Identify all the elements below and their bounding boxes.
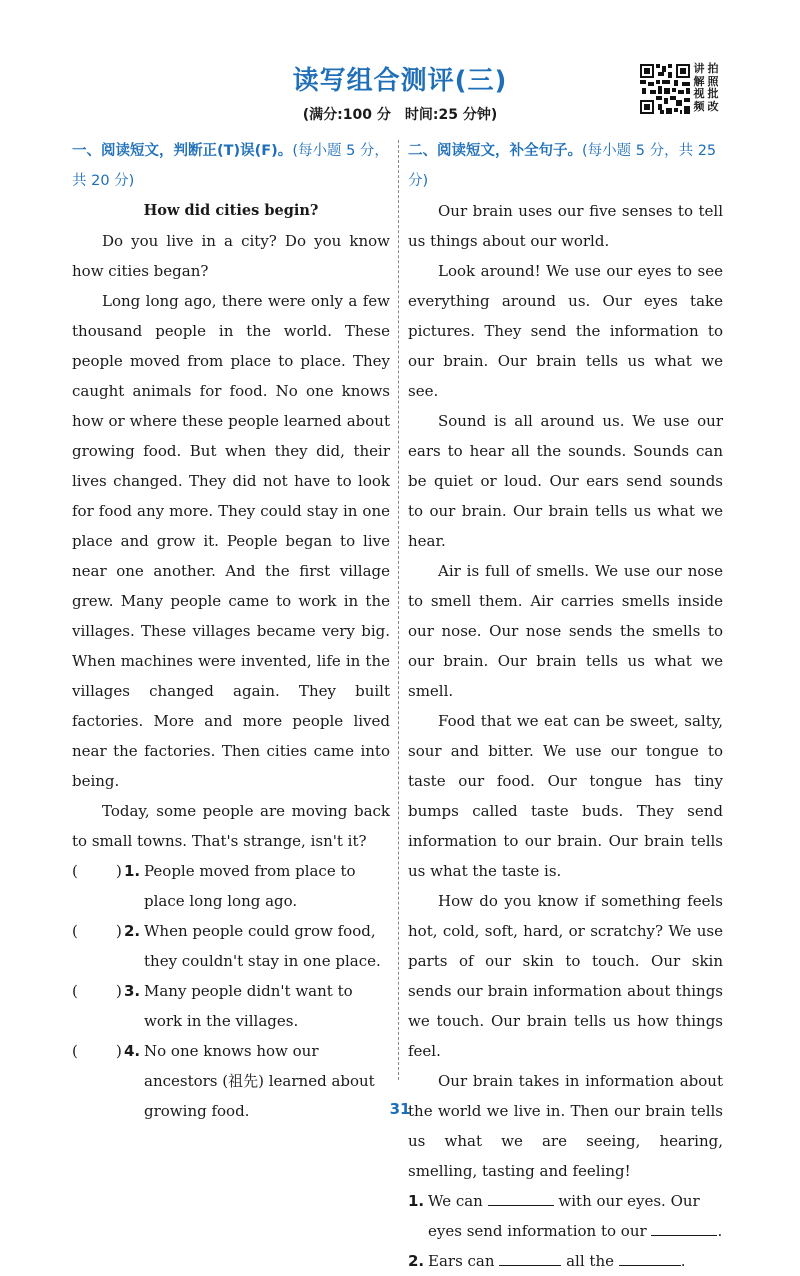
answer-blank[interactable] [499,1248,561,1266]
fill-question: 1. We can with our eyes. Our eyes send information to our . [408,1186,723,1246]
page-number: 31 [389,1100,411,1118]
question-text: When people could grow food, they couldn't stay in one place. [144,922,381,970]
paragraph: Do you live in a city? Do you know how cities began? [72,232,390,280]
paragraph: How do you know if something feels hot, cold, soft, hard, or scratchy? We use parts of our skin to touch. Our skin sends our brain information about things we touch. Our brain tells us how things feel. [408,892,723,1060]
score-time-info: (满分:100 分 时间:25 分钟) [302,107,498,123]
answer-blank[interactable]: ( ) [72,862,122,880]
tf-question[interactable] [72,856,390,916]
paragraph: Look around! We use our eyes to see everything around us. Our eyes take pictures. They send the information to our brain. Our brain tells us what we see. [408,262,723,400]
answer-blank[interactable] [651,1218,717,1236]
page-title: 读写组合测评(三) [292,66,508,96]
qr-labels: 讲 拍 解 照 视 批 频 改 [693,62,719,113]
section-two-heading: 二、阅读短文，补全句子。(每小题 5 分，共 25 分) [408,143,717,189]
question-text: People moved from place to place long long ago. [144,862,356,910]
question-text: No one knows how our ancestors (祖先) learned about growing food. [144,1042,375,1120]
answer-blank[interactable]: ( ) [72,1042,122,1060]
question-number: 1. [408,1192,425,1210]
question-number: 1. [124,862,141,880]
paragraph: Our brain uses our five senses to tell us things about our world. [408,202,723,250]
passage-title: How did cities begin? [143,202,319,219]
paragraph: Long long ago, there were only a few thousand people in the world. These people moved from place to place. They caught animals for food. No one knows how or where these people learned about growing food. But when they did, their lives changed. They did not have to look for food any more. They could stay in one place and grow it. People began to live near one another. And the first village grew. Many people came to work in the villages. These villages became very big. When machines were invented, life in the villages changed again. They built factories. More and more people lived near the factories. Then cities came into being. [72,292,390,790]
section-one [72,136,390,1126]
tf-question[interactable] [72,976,390,1036]
section-one-heading: 一、阅读短文，判断正(T)误(F)。(每小题 5 分，共 20 分) [72,143,389,189]
paragraph: Food that we eat can be sweet, salty, sour and bitter. We use our tongue to taste our food. Our tongue has tiny bumps called taste buds. They send information to our brain. Our brain tells us what the taste is. [408,712,723,880]
question-text: Many people didn't want to work in the villages. [144,982,353,1030]
paragraph: Today, some people are moving back to small towns. That's strange, isn't it? [72,802,390,850]
paragraph: Our brain takes in information about the world we live in. Then our brain tells us what we are seeing, hearing, smelling, tasting and feeling! [408,1072,723,1180]
paragraph: Sound is all around us. We use our ears to hear all the sounds. Sounds can be quiet or loud. Our ears send sounds to our brain. Our brain tells us what we hear. [408,412,723,550]
qr-code-icon[interactable] [640,64,690,114]
paragraph: Air is full of smells. We use our nose to smell them. Air carries smells inside our nose. Our nose sends the smells to our brain. Our brain tells us what we smell. [408,562,723,700]
answer-blank[interactable] [488,1188,554,1206]
tf-question[interactable] [72,916,390,976]
column-divider [398,140,399,1080]
answer-blank[interactable] [619,1248,681,1266]
question-number: 3. [124,982,141,1000]
answer-blank[interactable]: ( ) [72,982,122,1000]
question-number: 2. [124,922,141,940]
fill-question: 2. Ears can all the . [408,1246,723,1276]
question-number: 4. [124,1042,141,1060]
question-number: 2. [408,1252,425,1270]
answer-blank[interactable]: ( ) [72,922,122,940]
